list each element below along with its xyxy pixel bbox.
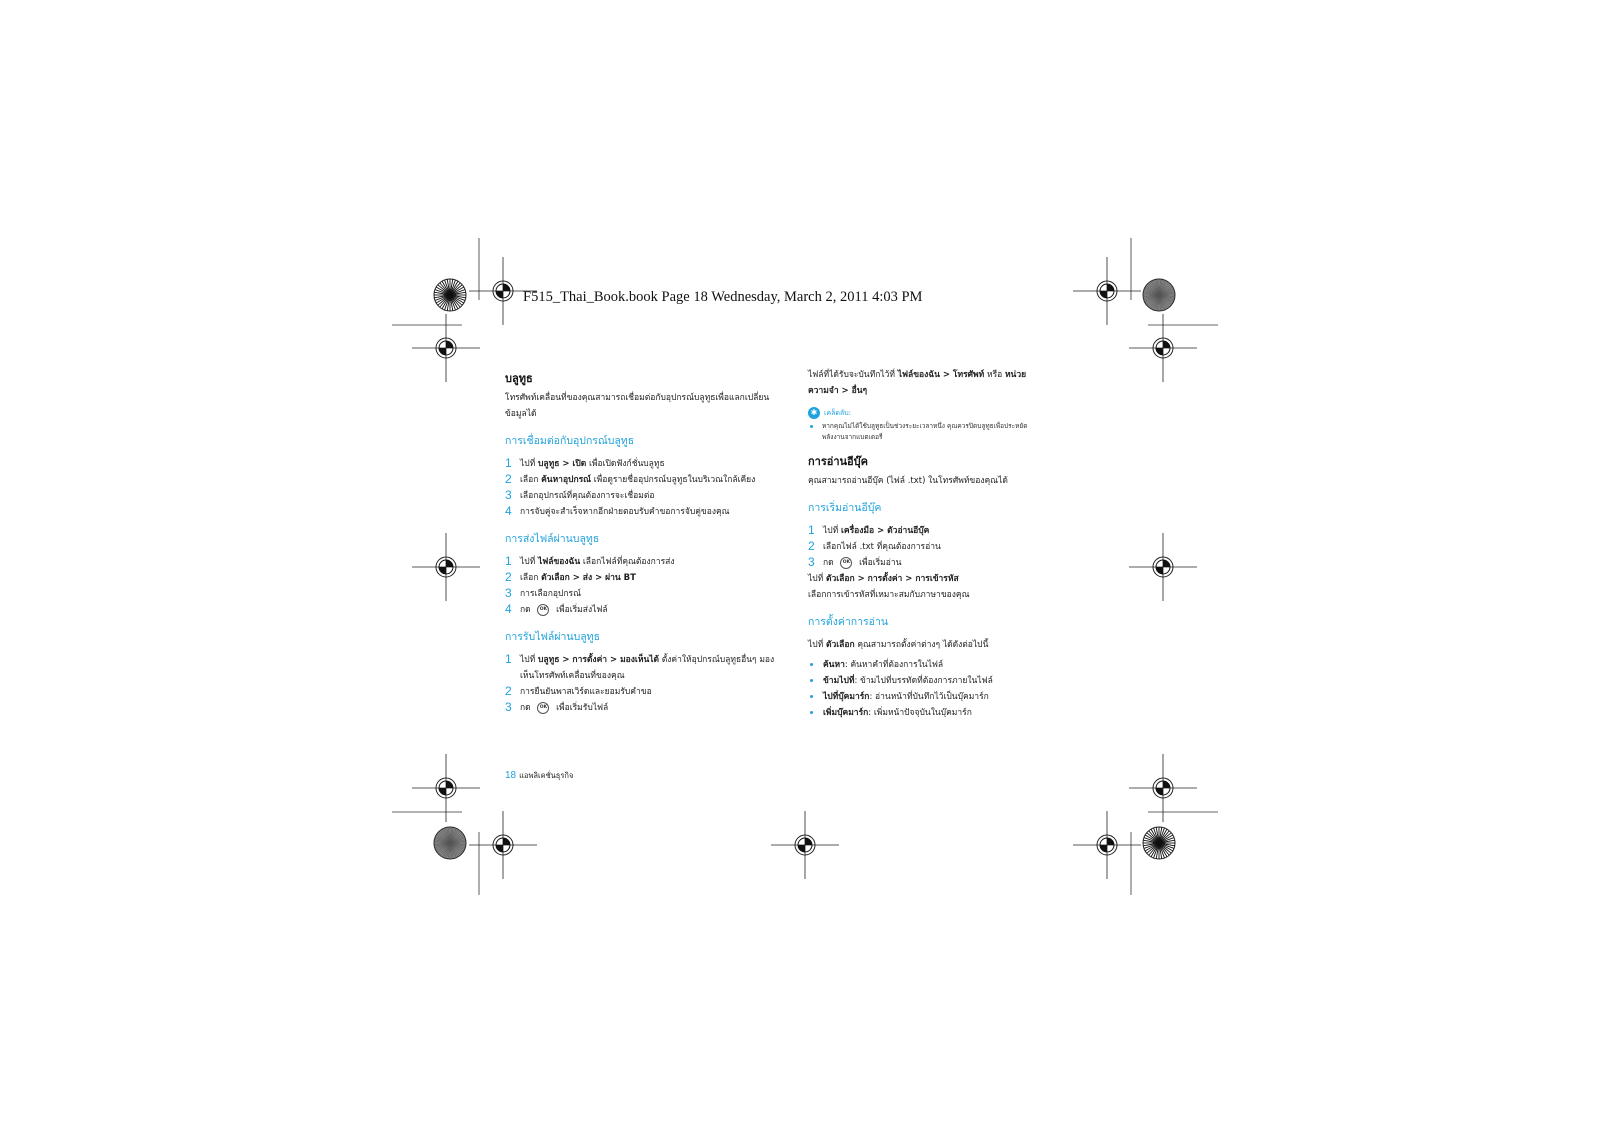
- section-title-bluetooth: บลูทูธ: [505, 372, 533, 385]
- option-desc: : อ่านหน้าที่บันทึกไว้เป็นบุ๊คมาร์ก: [869, 692, 989, 702]
- ok-key-icon: OK: [537, 702, 549, 714]
- bullet-icon: [810, 425, 813, 428]
- received-files-note: [808, 367, 1028, 399]
- footer-section: แอพลิเคชั่นธุรกิจ: [519, 771, 574, 780]
- print-header: F515_Thai_Book.book Page 18 Wednesday, March 2, 2011 4:03 PM: [523, 289, 923, 305]
- step-number: 3: [505, 586, 512, 600]
- registration-crosshair-icon: [771, 811, 839, 879]
- receive-step: [505, 652, 775, 684]
- option-name: ข้ามไปที่: [823, 676, 855, 686]
- right-column: [808, 367, 1028, 721]
- connect-step: [505, 456, 775, 472]
- option-desc: : ข้ามไปที่บรรทัดที่ต้องการภายในไฟล์: [854, 676, 993, 686]
- option-name: เพิ่มบุ๊คมาร์ก: [823, 708, 869, 718]
- note-text: หรือ: [984, 370, 1005, 380]
- bullet-icon: [810, 711, 813, 714]
- tip-header: [808, 407, 1028, 419]
- option-desc: : ค้นหาคำที่ต้องการในไฟล์: [844, 660, 944, 670]
- connect-step: [505, 504, 775, 520]
- step-text: เพื่อเริ่มส่งไฟล์: [553, 605, 608, 615]
- ebook-intro: คุณสามารถอ่านอีบุ๊ค (ไฟล์ .txt) ในโทรศัพท์ของคุณได้: [808, 476, 1008, 486]
- send-step: [505, 586, 775, 602]
- step-number: 1: [808, 523, 815, 537]
- left-column: [505, 370, 775, 716]
- bullet-icon: [810, 663, 813, 666]
- step-number: 2: [505, 684, 512, 698]
- start-step: [808, 523, 1028, 539]
- step-menu-path: บลูทูธ > เปิด: [537, 459, 587, 469]
- note-menu-path: ตัวเลือก: [825, 640, 855, 650]
- step-text: กด: [520, 605, 534, 615]
- step-text: ไปที่: [520, 655, 538, 665]
- bluetooth-intro: โทรศัพท์เคลื่อนที่ของคุณสามารถเชื่อมต่อกับอุปกรณ์บลูทูธเพื่อแลกเปลี่ยนข้อมูลได้: [505, 393, 770, 419]
- settings-option: [808, 705, 1028, 721]
- registration-crosshair-icon: [412, 533, 480, 601]
- step-menu-path: ไฟล์ของฉัน: [537, 557, 581, 567]
- receive-step: [505, 700, 775, 716]
- registration-crosshair-icon: [1129, 533, 1197, 601]
- option-name: ค้นหา: [823, 660, 845, 670]
- ok-key-icon: OK: [537, 604, 549, 616]
- grey-target-icon: [1143, 279, 1175, 311]
- settings-option: [808, 657, 1028, 673]
- step-text: การเลือกอุปกรณ์: [520, 589, 581, 599]
- step-text: เลือกไฟล์ที่คุณต้องการส่ง: [580, 557, 675, 567]
- tip-box: [808, 407, 1028, 443]
- heading-receive: การรับไฟล์ผ่านบลูทูธ: [505, 631, 601, 643]
- step-text: เลือก: [520, 573, 542, 583]
- page-footer: [505, 770, 573, 782]
- step-text: ไปที่: [520, 557, 538, 567]
- note-text: ไฟล์ที่ได้รับจะบันทึกไว้ที่: [808, 370, 898, 380]
- start-step: [808, 555, 1028, 571]
- starburst-target-icon: [1143, 827, 1175, 859]
- settings-intro: [808, 637, 1028, 653]
- note-menu-path: ไฟล์ของฉัน > โทรศัพท์: [897, 370, 985, 380]
- send-step: [505, 602, 775, 618]
- heading-send: การส่งไฟล์ผ่านบลูทูธ: [505, 533, 600, 545]
- grey-target-icon: [434, 827, 466, 859]
- tip-icon: ✱: [808, 407, 820, 419]
- note-menu-path: หน่วยความจำ > อื่นๆ: [808, 370, 1027, 396]
- connect-step: [505, 472, 775, 488]
- page-number: 18: [505, 770, 517, 781]
- option-desc: : เพิ่มหน้าปัจจุบันในบุ๊คมาร์ก: [868, 708, 972, 718]
- encoding-note: [808, 571, 1028, 587]
- note-text: คุณสามารถตั้งค่าต่างๆ ได้ดังต่อไปนี้: [854, 640, 989, 650]
- starburst-target-icon: [434, 279, 466, 311]
- step-number: 3: [808, 555, 815, 569]
- send-steps: [505, 554, 775, 618]
- step-text: ไปที่: [823, 526, 841, 536]
- bullet-icon: [810, 679, 813, 682]
- step-text: เพื่อเริ่มรับไฟล์: [553, 703, 609, 713]
- step-number: 2: [505, 570, 512, 584]
- step-menu-path: เครื่องมือ > ตัวอ่านอีบุ๊ค: [840, 526, 930, 536]
- step-text: การยืนยันพาสเวิร์ดและยอมรับคำขอ: [520, 687, 652, 697]
- step-text: ไปที่: [520, 459, 538, 469]
- step-number: 1: [505, 652, 512, 666]
- step-text: เพื่อเริ่มอ่าน: [856, 558, 902, 568]
- step-text: กด: [520, 703, 534, 713]
- step-number: 2: [505, 472, 512, 486]
- step-text: เลือก: [520, 475, 542, 485]
- connect-steps: [505, 456, 775, 520]
- step-number: 4: [505, 504, 512, 518]
- bullet-icon: [810, 695, 813, 698]
- receive-step: [505, 684, 775, 700]
- settings-option: [808, 689, 1028, 705]
- step-text: เลือกไฟล์ .txt ที่คุณต้องการอ่าน: [823, 542, 941, 552]
- step-menu-path: ค้นหาอุปกรณ์: [541, 475, 592, 485]
- settings-options: [808, 657, 1028, 721]
- receive-steps: [505, 652, 775, 716]
- start-step: [808, 539, 1028, 555]
- start-steps: [808, 523, 1028, 571]
- step-number: 4: [505, 602, 512, 616]
- note-text: ไปที่: [808, 574, 826, 584]
- heading-start-reading: การเริ่มอ่านอีบุ๊ค: [808, 502, 882, 514]
- send-step: [505, 570, 775, 586]
- step-text: ตั้งค่าให้อุปกรณ์บลูทูธอื่นๆ มองเห็นโทรศัพท์เคลื่อนที่ของคุณ: [520, 655, 775, 681]
- step-number: 3: [505, 488, 512, 502]
- step-text: เลือกอุปกรณ์ที่คุณต้องการจะเชื่อมต่อ: [520, 491, 655, 501]
- note-menu-path: ตัวเลือก > การตั้งค่า > การเข้ารหัส: [825, 574, 959, 584]
- send-step: [505, 554, 775, 570]
- step-text: เพื่อดูรายชื่ออุปกรณ์บลูทูธในบริเวณใกล้เคียง: [591, 475, 756, 485]
- heading-connect: การเชื่อมต่อกับอุปกรณ์บลูทูธ: [505, 435, 635, 447]
- tip-item: [808, 421, 1028, 443]
- step-number: 1: [505, 554, 512, 568]
- step-text: กด: [823, 558, 837, 568]
- section-title-ebook: การอ่านอีบุ๊ค: [808, 455, 868, 468]
- tip-label: เคล็ดลับ:: [824, 408, 852, 417]
- heading-reading-settings: การตั้งค่าการอ่าน: [808, 616, 889, 628]
- step-menu-path: ตัวเลือก > ส่ง > ผ่าน BT: [541, 573, 636, 583]
- settings-option: [808, 673, 1028, 689]
- step-text: เพื่อเปิดฟังก์ชั่นบลูทูธ: [586, 459, 665, 469]
- ok-key-icon: OK: [840, 557, 852, 569]
- step-menu-path: บลูทูธ > การตั้งค่า > มองเห็นได้: [537, 655, 660, 665]
- step-number: 3: [505, 700, 512, 714]
- connect-step: [505, 488, 775, 504]
- encoding-note-2: เลือกการเข้ารหัสที่เหมาะสมกับภาษาของคุณ: [808, 590, 970, 600]
- tip-text: หากคุณไม่ได้ใช้บลูทูธเป็นช่วงระยะเวลาหนึ่ง คุณควรปิดบลูทูธเพื่อประหยัดพลังงานจากแบตเตอรี่: [822, 422, 1028, 441]
- option-name: ไปที่บุ๊คมาร์ก: [823, 692, 870, 702]
- registration-crosshair-icon: [1129, 314, 1197, 382]
- note-text: ไปที่: [808, 640, 826, 650]
- step-number: 1: [505, 456, 512, 470]
- step-text: การจับคู่จะสำเร็จหากอีกฝ่ายตอบรับคำขอการจับคู่ของคุณ: [520, 507, 730, 517]
- registration-crosshair-icon: [412, 314, 480, 382]
- step-number: 2: [808, 539, 815, 553]
